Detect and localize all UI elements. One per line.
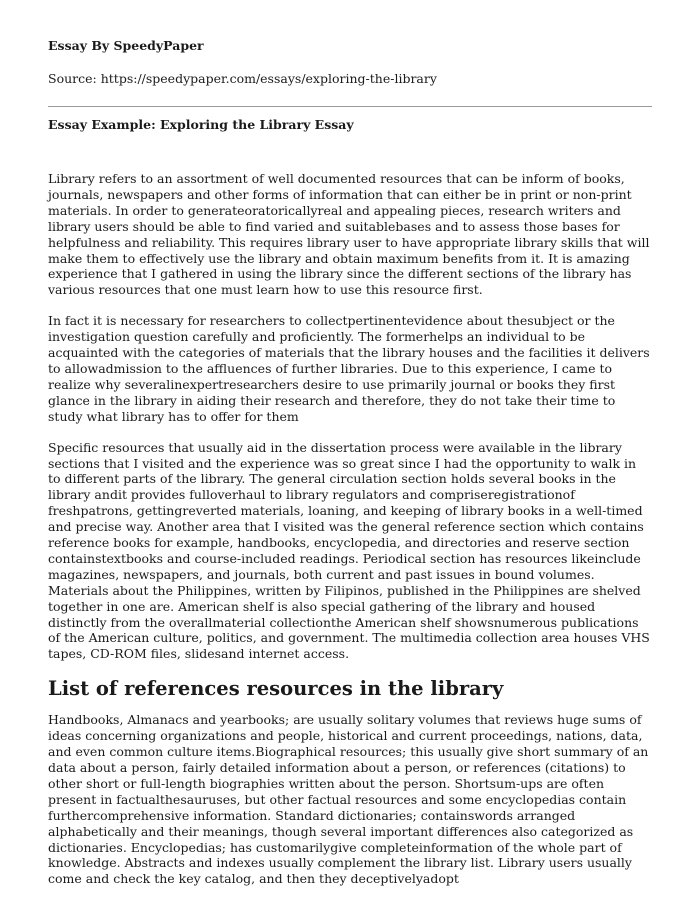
document-page	[48, 38, 652, 902]
source-line	[48, 71, 652, 86]
header-divider	[48, 106, 652, 107]
essay-paragraph-3: Specific resources that usually aid in the dissertation process were available in the library sections that I visited and the experience was so great since I had the opportunity to walk in to different parts of the library. The general circulation section holds several books in the library andit provides fulloverhaul to library regulators and compriseregistrationof freshpatrons, gettingreverted materials, loaning, and keeping of library books in a well-timed and precise way. Another area that I visited was the general reference section which contains reference books for example, handbooks, encyclopedia, and directories and reserve section containstextbooks and course-included readings. Periodical section has resources likeinclude magazines, newspapers, and journals, both current and past issues in bound volumes. Materials about the Philippines, written by Filipinos, published in the Philippines are shelved together in one are. American shelf is also special gathering of the library and housed distinctly from the overallmaterial collectionthe American shelf showsnumerous publications of the American culture, politics, and government. The multimedia collection area houses VHS tapes, CD-ROM files, slidesand internet access.	[48, 439, 650, 662]
section-heading: List of references resources in the library	[48, 677, 504, 701]
source-label: Source:	[48, 71, 97, 86]
section-paragraph-1: Handbooks, Almanacs and yearbooks; are usually solitary volumes that reviews huge sums of ideas concerning organizations and people, historical and current proceedings, nations, data, and even common culture items.Biographical resources; this usually give short summary of an data about a person, fairly detailed information about a person, or references (citations) to other short or full-length biographies written about the person. Shortsum-ups are often present in factualthesauruses, but other factual resources and some encyclopedias contain furthercomprehensive information. Standard dictionaries; containswords arranged alphabetically and their meanings, though several important differences also categorized as dictionaries. Encyclopedias; has customarilygive completeinformation of the whole part of knowledge. Abstracts and indexes usually complement the library list. Library users usually come and check the key catalog, and then they deceptivelyadopt	[48, 712, 649, 887]
essay-title: Essay Example: Exploring the Library Essay	[48, 117, 354, 132]
essay-paragraph-1: Library refers to an assortment of well documented resources that can be inform of books, journals, newspapers and other forms of information that can either be in print or non-print materials. In order to generateoratoricallyreal and appealing pieces, research writers and library users should be able to find varied and suitablebases and to assess those bases for helpfulness and reliability. This requires library user to have appropriate library skills that will make them to effectively use the library and obtain maximum benefits from it. It is amazing experience that I gathered in using the library since the different sections of the library has various resources that one must learn how to use this resource first.	[48, 171, 650, 298]
brand-title: Essay By SpeedyPaper	[48, 38, 204, 53]
essay-paragraph-2: In fact it is necessary for researchers to collectpertinentevidence about thesubject or the investigation question carefully and proficiently. The formerhelps an individual to be acquainted with the categories of materials that the library houses and the facilities it delivers to allowadmission to the affluences of further libraries. Due to this experience, I came to realize why severalinexpertresearchers desire to use primarily journal or books they first glance in the library in aiding their research and therefore, they do not take their time to study what library has to offer for them	[48, 313, 650, 424]
source-url: https://speedypaper.com/essays/exploring-the-library	[100, 71, 437, 86]
